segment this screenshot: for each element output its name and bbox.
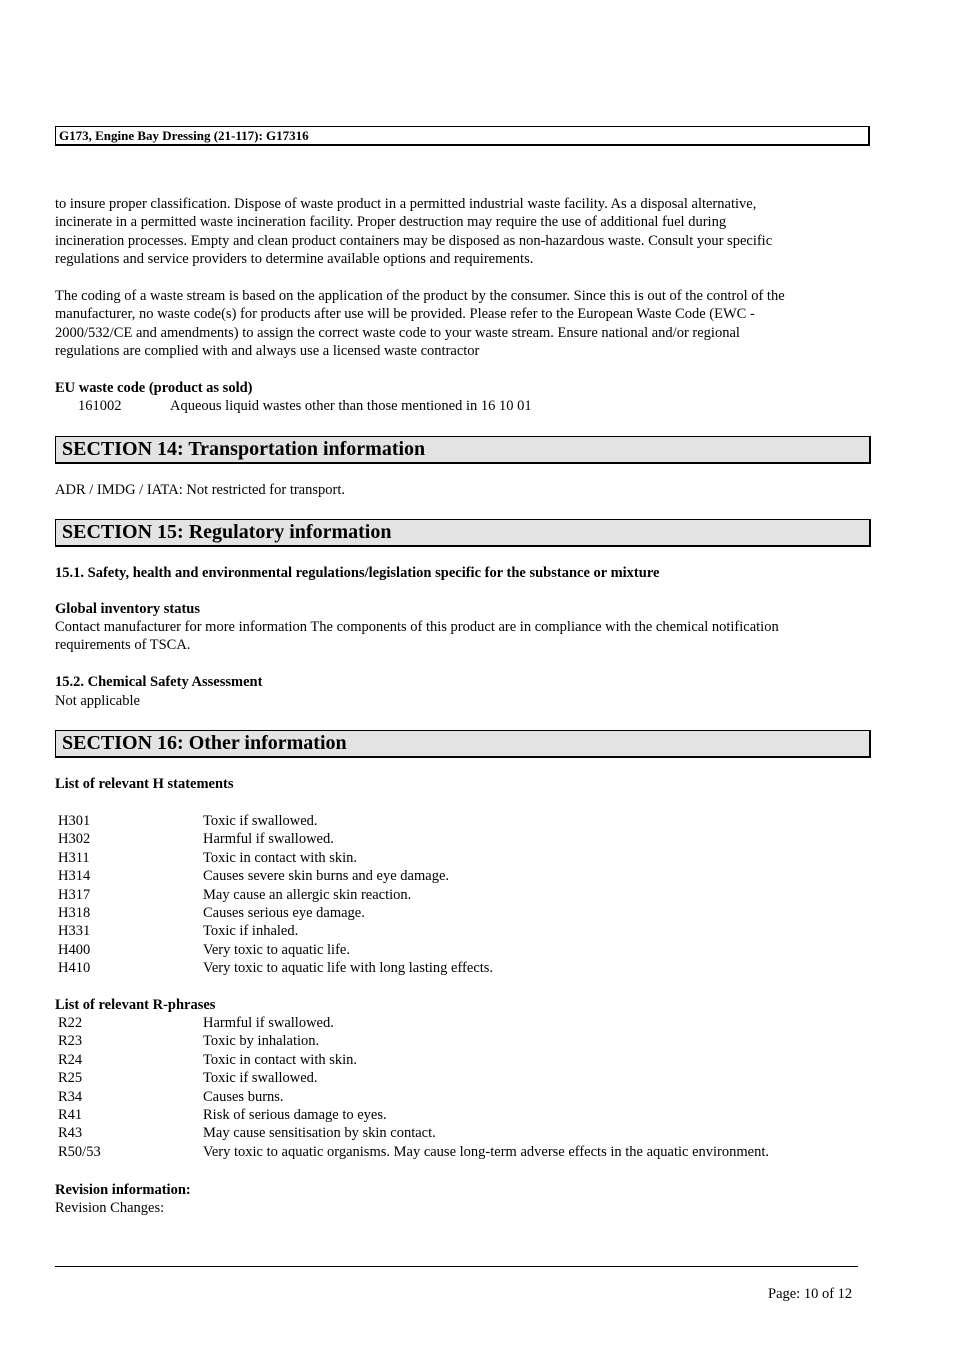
revision-changes: Revision Changes: — [55, 1200, 165, 1216]
r-text: Causes burns. — [203, 1088, 284, 1105]
h-code: H400 — [58, 941, 91, 958]
document-header: G173, Engine Bay Dressing (21-117): G17316 — [55, 126, 870, 146]
footer-divider — [55, 1266, 858, 1267]
r-code: R25 — [58, 1070, 83, 1087]
r-phrases-heading: List of relevant R-phrases — [55, 997, 216, 1013]
r-text: Toxic by inhalation. — [203, 1033, 320, 1050]
revision-heading: Revision information: — [55, 1182, 191, 1198]
h-code: H301 — [58, 813, 91, 829]
text-line: Contact manufacturer for more information The components of this product are in compliance with the chemical notification — [55, 619, 779, 635]
section-15-header: SECTION 15: Regulatory information — [55, 519, 871, 547]
h-code: H311 — [58, 849, 90, 866]
h-text: Causes serious eye damage. — [203, 905, 365, 921]
inventory-text — [55, 618, 867, 655]
text-line: to insure proper classification. Dispose of waste product in a permitted industrial waste facility. As a disposal alternative, — [55, 196, 757, 212]
text-line: requirements of TSCA. — [55, 637, 191, 654]
disposal-paragraph-2 — [55, 287, 867, 361]
text-line: 2000/532/CE and amendments) to assign the correct waste code to your waste stream. Ensure national and/or regional — [55, 324, 740, 341]
text-line: The coding of a waste stream is based on the application of the product by the consumer. Since this is out of the control of the — [55, 288, 785, 304]
h-text: Very toxic to aquatic life with long lasting effects. — [203, 960, 494, 977]
r-text: May cause sensitisation by skin contact. — [203, 1125, 436, 1142]
disposal-paragraph-1 — [55, 195, 867, 269]
r-code: R41 — [58, 1107, 83, 1123]
h-code: H314 — [58, 868, 91, 885]
r-code: R22 — [58, 1015, 83, 1031]
r-text: Very toxic to aquatic organisms. May cause long-term adverse effects in the aquatic environment. — [203, 1143, 769, 1160]
h-text: Toxic if swallowed. — [203, 813, 318, 829]
h-code: H318 — [58, 905, 91, 921]
chemical-safety-text: Not applicable — [55, 693, 140, 709]
chemical-safety-heading: 15.2. Chemical Safety Assessment — [55, 674, 263, 690]
h-code: H331 — [58, 923, 91, 940]
inventory-heading: Global inventory status — [55, 601, 201, 617]
h-text: Harmful if swallowed. — [203, 831, 334, 848]
text-line: regulations and service providers to determine available options and requirements. — [55, 251, 534, 268]
text-line: incineration processes. Empty and clean product containers may be disposed as non-hazardous waste. Consult your specific — [55, 232, 773, 249]
text-line: incinerate in a permitted waste incineration facility. Proper destruction may require the use of additional fuel during — [55, 214, 727, 231]
r-code: R23 — [58, 1033, 83, 1050]
text-line: regulations are complied with and always use a licensed waste contractor — [55, 343, 480, 360]
h-text: Causes severe skin burns and eye damage. — [203, 868, 450, 885]
h-text: Toxic in contact with skin. — [203, 849, 358, 866]
h-code: H317 — [58, 886, 91, 903]
eu-waste-description: Aqueous liquid wastes other than those mentioned in 16 10 01 — [170, 398, 532, 414]
r-code: R34 — [58, 1088, 83, 1105]
eu-waste-heading: EU waste code (product as sold) — [55, 380, 253, 396]
h-text: May cause an allergic skin reaction. — [203, 886, 412, 903]
r-text: Toxic if swallowed. — [203, 1070, 318, 1087]
r-code: R50/53 — [58, 1143, 101, 1160]
regulations-subheading: 15.1. Safety, health and environmental regulations/legislation specific for the substance or mixture — [55, 565, 660, 581]
r-text: Harmful if swallowed. — [203, 1015, 334, 1031]
h-code: H410 — [58, 960, 91, 977]
h-code: H302 — [58, 831, 91, 848]
page-number: Page: 10 of 12 — [768, 1286, 853, 1302]
section-16-header: SECTION 16: Other information — [55, 730, 871, 758]
h-statements-heading: List of relevant H statements — [55, 776, 234, 792]
section-14-header: SECTION 14: Transportation information — [55, 436, 871, 464]
r-text: Risk of serious damage to eyes. — [203, 1107, 387, 1123]
transport-text: ADR / IMDG / IATA: Not restricted for transport. — [55, 482, 345, 498]
text-line: manufacturer, no waste code(s) for products after use will be provided. Please refer to the European Waste Code (EWC - — [55, 306, 755, 323]
r-code: R24 — [58, 1051, 83, 1068]
h-text: Very toxic to aquatic life. — [203, 941, 350, 958]
r-code: R43 — [58, 1125, 83, 1142]
h-text: Toxic if inhaled. — [203, 923, 299, 940]
eu-waste-code: 161002 — [78, 398, 122, 414]
r-text: Toxic in contact with skin. — [203, 1051, 358, 1068]
